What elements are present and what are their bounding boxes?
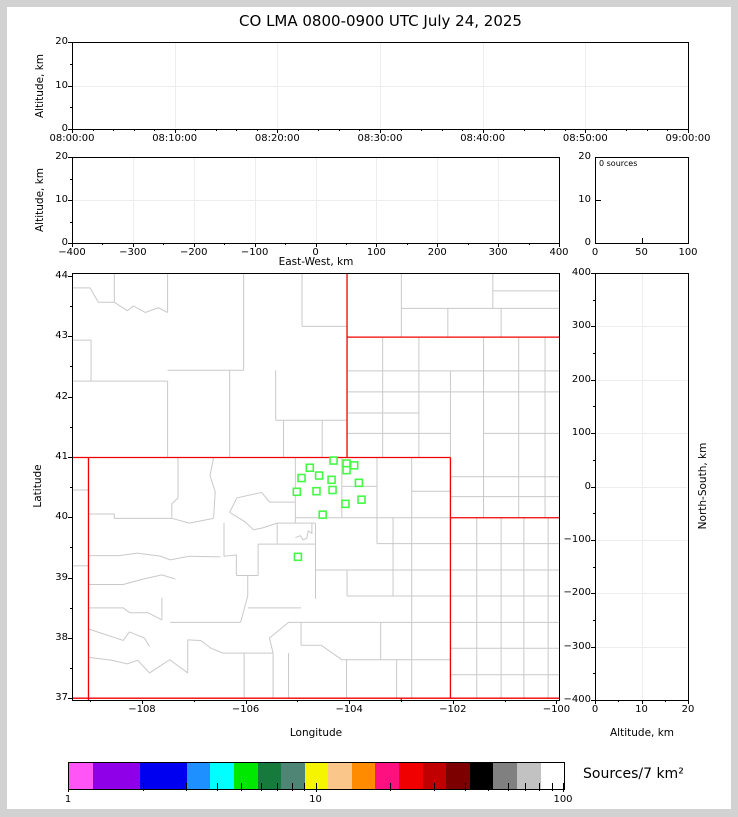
tick-label: 0 — [591, 247, 599, 258]
tick-label: −106 — [231, 704, 260, 715]
tick-mark — [68, 638, 72, 639]
tick-mark — [68, 243, 72, 244]
tick-mark — [68, 200, 72, 201]
colorbar-segment — [69, 763, 93, 789]
county-line — [73, 288, 168, 313]
tick-label: 20 — [55, 36, 68, 47]
county-line — [88, 657, 187, 673]
tick-mark — [591, 540, 595, 541]
colorbar-segment — [352, 763, 376, 789]
colorbar-tick — [552, 783, 553, 791]
source-count-annotation: 0 sources — [599, 159, 638, 168]
tick-mark — [591, 326, 595, 327]
colorbar-segment — [446, 763, 470, 789]
tick-mark — [68, 336, 72, 337]
colorbar-tick — [488, 783, 489, 791]
tick-label: 200 — [427, 247, 447, 258]
tick-label: 20 — [55, 151, 68, 162]
lma-station-marker — [328, 476, 335, 483]
tick-mark — [70, 427, 72, 428]
tick-mark — [236, 129, 237, 131]
tick-mark — [593, 567, 595, 568]
tick-mark — [68, 86, 72, 87]
colorbar-tick — [304, 783, 305, 791]
colorbar-segment — [93, 763, 140, 789]
tick-mark — [667, 129, 668, 131]
tick-label: −100 — [240, 247, 269, 258]
colorbar-segment — [210, 763, 234, 789]
tick-label: −100 — [563, 533, 591, 545]
tick-label: 1 — [64, 794, 72, 805]
map-ylabel: Latitude — [32, 464, 44, 508]
colorbar-segment — [305, 763, 329, 789]
county-line — [88, 514, 213, 523]
lma-station-marker — [293, 488, 300, 495]
tick-mark — [591, 700, 595, 701]
tick-mark — [593, 353, 595, 354]
tick-mark — [591, 273, 595, 274]
county-line — [230, 492, 296, 512]
tick-label: −300 — [119, 247, 147, 258]
colorbar-tick — [434, 783, 435, 791]
tick-mark — [113, 129, 114, 131]
altitude-histogram-panel — [595, 157, 689, 244]
tick-mark — [407, 243, 408, 245]
tick-label: 10 — [578, 194, 591, 205]
tick-label: 10 — [309, 794, 322, 805]
tick-mark — [68, 276, 72, 277]
grid-line — [73, 200, 558, 201]
tick-mark — [593, 620, 595, 621]
tick-mark — [606, 129, 607, 131]
lma-station-marker — [319, 511, 326, 518]
tick-mark — [401, 700, 402, 702]
tick-mark — [70, 222, 72, 223]
colorbar-tick — [186, 783, 187, 791]
tick-mark — [70, 547, 72, 548]
tick-label: 38 — [55, 631, 68, 643]
tick-label: −200 — [563, 587, 591, 599]
tick-mark — [70, 487, 72, 488]
tick-mark — [297, 700, 298, 702]
tick-label: 100 — [366, 247, 386, 258]
tick-mark — [68, 129, 72, 130]
tick-mark — [529, 243, 530, 245]
tick-label: 08:30:00 — [357, 133, 403, 144]
county-line — [88, 553, 189, 560]
tick-label: 0 — [61, 237, 68, 248]
lma-station-marker — [294, 553, 301, 560]
lma-station-marker — [313, 488, 320, 495]
lma-station-marker — [330, 457, 337, 464]
colorbar-segment — [470, 763, 494, 789]
colorbar-tick — [241, 783, 242, 791]
tick-mark — [647, 129, 648, 131]
county-line — [88, 629, 149, 646]
tick-mark — [224, 243, 225, 245]
tick-label: 37 — [55, 692, 68, 704]
colorbar-segment — [187, 763, 211, 789]
tick-label: 100 — [553, 794, 573, 805]
colorbar-tick — [539, 783, 540, 791]
tick-mark — [593, 513, 595, 514]
colorado-map — [73, 274, 559, 700]
grid-line — [73, 86, 687, 87]
colorbar-tick — [465, 783, 466, 791]
tick-mark — [102, 243, 103, 245]
tick-mark — [68, 698, 72, 699]
tick-label: 200 — [571, 373, 591, 385]
tick-label: 0 — [584, 237, 591, 248]
tick-label: 44 — [55, 270, 68, 281]
colorbar-tick — [143, 783, 144, 791]
county-line — [301, 645, 381, 659]
tick-mark — [593, 406, 595, 407]
county-line — [88, 575, 175, 585]
tick-mark — [134, 129, 135, 131]
tick-mark — [216, 129, 217, 131]
tick-mark — [70, 107, 72, 108]
tick-mark — [596, 200, 601, 201]
tick-mark — [591, 647, 595, 648]
tick-mark — [593, 300, 595, 301]
colorbar-tick — [217, 783, 218, 791]
tick-mark — [421, 129, 422, 131]
tick-label: −108 — [128, 704, 156, 715]
tick-label: −100 — [542, 704, 571, 715]
lma-station-marker — [351, 462, 358, 469]
tick-mark — [346, 243, 347, 245]
tick-label: −400 — [58, 247, 86, 258]
tick-mark — [285, 243, 286, 245]
county-line — [224, 523, 236, 575]
tick-mark — [68, 42, 72, 43]
tick-mark — [195, 129, 196, 131]
tick-mark — [70, 366, 72, 367]
colorbar-tick — [390, 783, 391, 791]
tick-mark — [339, 129, 340, 131]
county-line — [230, 512, 296, 529]
lma-station-marker — [306, 464, 313, 471]
ew-height-xlabel: East-West, km — [278, 256, 354, 268]
tick-label: 10 — [635, 704, 648, 715]
tick-mark — [503, 129, 504, 131]
tick-mark — [70, 668, 72, 669]
county-line — [172, 457, 178, 517]
tick-label: −102 — [439, 704, 467, 715]
county-line — [210, 457, 215, 517]
tick-mark — [68, 578, 72, 579]
tick-label: 300 — [571, 320, 591, 332]
tick-label: 0 — [591, 704, 599, 715]
colorbar-segment — [328, 763, 352, 789]
tick-label: 400 — [571, 267, 591, 278]
tick-mark — [257, 129, 258, 131]
tick-mark — [462, 129, 463, 131]
tick-label: −400 — [563, 694, 591, 705]
county-line — [189, 556, 220, 557]
tick-label: 42 — [55, 390, 68, 402]
tick-mark — [642, 238, 643, 243]
tick-mark — [505, 700, 506, 702]
tick-mark — [565, 129, 566, 131]
tick-label: 10 — [55, 194, 68, 205]
tick-mark — [524, 129, 525, 131]
time-height-ylabel: Altitude, km — [34, 53, 46, 119]
colorbar-tick — [68, 783, 69, 792]
tick-mark — [68, 457, 72, 458]
tick-mark — [70, 306, 72, 307]
map-xlabel: Longitude — [289, 727, 343, 739]
tick-label: 50 — [635, 247, 648, 258]
colorbar-segment — [399, 763, 423, 789]
tick-label: −300 — [563, 640, 591, 652]
tick-mark — [194, 700, 195, 702]
tick-mark — [70, 608, 72, 609]
tick-label: 43 — [55, 330, 68, 342]
tick-mark — [90, 700, 91, 702]
tick-mark — [93, 129, 94, 131]
tick-mark — [591, 380, 595, 381]
tick-mark — [618, 700, 619, 702]
tick-mark — [70, 179, 72, 180]
tick-mark — [68, 157, 72, 158]
tick-label: 08:20:00 — [254, 133, 300, 144]
tick-mark — [68, 517, 72, 518]
colorbar-segment — [234, 763, 258, 789]
tick-mark — [401, 129, 402, 131]
lma-station-marker — [358, 496, 365, 503]
colorbar-tick — [525, 783, 526, 791]
colorbar-segment — [281, 763, 305, 789]
county-line — [241, 575, 248, 622]
tick-label: −104 — [335, 704, 363, 715]
tick-mark — [591, 487, 595, 488]
tick-mark — [665, 700, 666, 702]
tick-mark — [468, 243, 469, 245]
tick-mark — [359, 129, 360, 131]
tick-mark — [70, 64, 72, 65]
tick-label: 10 — [55, 79, 68, 91]
tick-mark — [163, 243, 164, 245]
lma-station-marker — [329, 487, 336, 494]
colorbar-tick — [277, 783, 278, 791]
tick-label: 08:40:00 — [460, 133, 506, 144]
colorbar-segment — [493, 763, 517, 789]
tick-label: 08:50:00 — [562, 133, 608, 144]
tick-label: −200 — [180, 247, 208, 258]
county-line — [73, 340, 91, 381]
grid-line — [642, 274, 643, 699]
tick-label: 09:00:00 — [665, 133, 711, 144]
lma-station-marker — [316, 472, 323, 479]
tick-mark — [626, 129, 627, 131]
colorbar-segment — [375, 763, 399, 789]
lma-station-marker — [342, 500, 349, 507]
ns-ylabel: North-South, km — [697, 442, 709, 530]
colorbar-segment — [517, 763, 541, 789]
lma-station-marker — [298, 475, 305, 482]
lma-station-marker — [355, 479, 362, 486]
tick-mark — [68, 397, 72, 398]
lma-station-marker — [343, 467, 350, 474]
colorbar-tick — [316, 783, 317, 792]
tick-mark — [544, 129, 545, 131]
tick-label: 39 — [55, 571, 68, 583]
tick-label: 100 — [571, 427, 591, 439]
county-line — [88, 608, 161, 620]
tick-mark — [593, 460, 595, 461]
tick-label: 20 — [578, 151, 591, 162]
ew-height-ylabel: Altitude, km — [34, 167, 46, 233]
tick-mark — [298, 129, 299, 131]
tick-label: 20 — [681, 704, 695, 715]
colorbar-segment — [140, 763, 187, 789]
tick-mark — [591, 433, 595, 434]
tick-label: 400 — [549, 247, 569, 258]
plot-title: CO LMA 0800-0900 UTC July 24, 2025 — [239, 12, 522, 30]
tick-label: 300 — [488, 247, 508, 258]
map-panel — [72, 273, 560, 701]
tick-label: 08:00:00 — [49, 133, 95, 144]
tick-label: 100 — [678, 247, 698, 258]
tick-label: 0 — [61, 123, 68, 134]
colorbar-tick — [563, 783, 564, 792]
colorbar-title: Sources/7 km² — [583, 766, 684, 782]
tick-mark — [442, 129, 443, 131]
tick-label: 0 — [584, 480, 591, 492]
tick-mark — [593, 673, 595, 674]
county-line — [295, 523, 312, 540]
tick-mark — [591, 593, 595, 594]
ns-xlabel: Altitude, km — [609, 727, 675, 739]
colorbar-tick — [508, 783, 509, 791]
tick-label: 08:10:00 — [152, 133, 198, 144]
tick-mark — [318, 129, 319, 131]
colorbar-tick — [292, 783, 293, 791]
colorbar-tick — [261, 783, 262, 791]
tick-mark — [154, 129, 155, 131]
county-line — [269, 622, 301, 653]
county-line — [188, 640, 273, 673]
tick-label: 41 — [55, 450, 68, 462]
tick-label: 40 — [55, 511, 68, 523]
tick-label: 0 — [312, 247, 319, 258]
